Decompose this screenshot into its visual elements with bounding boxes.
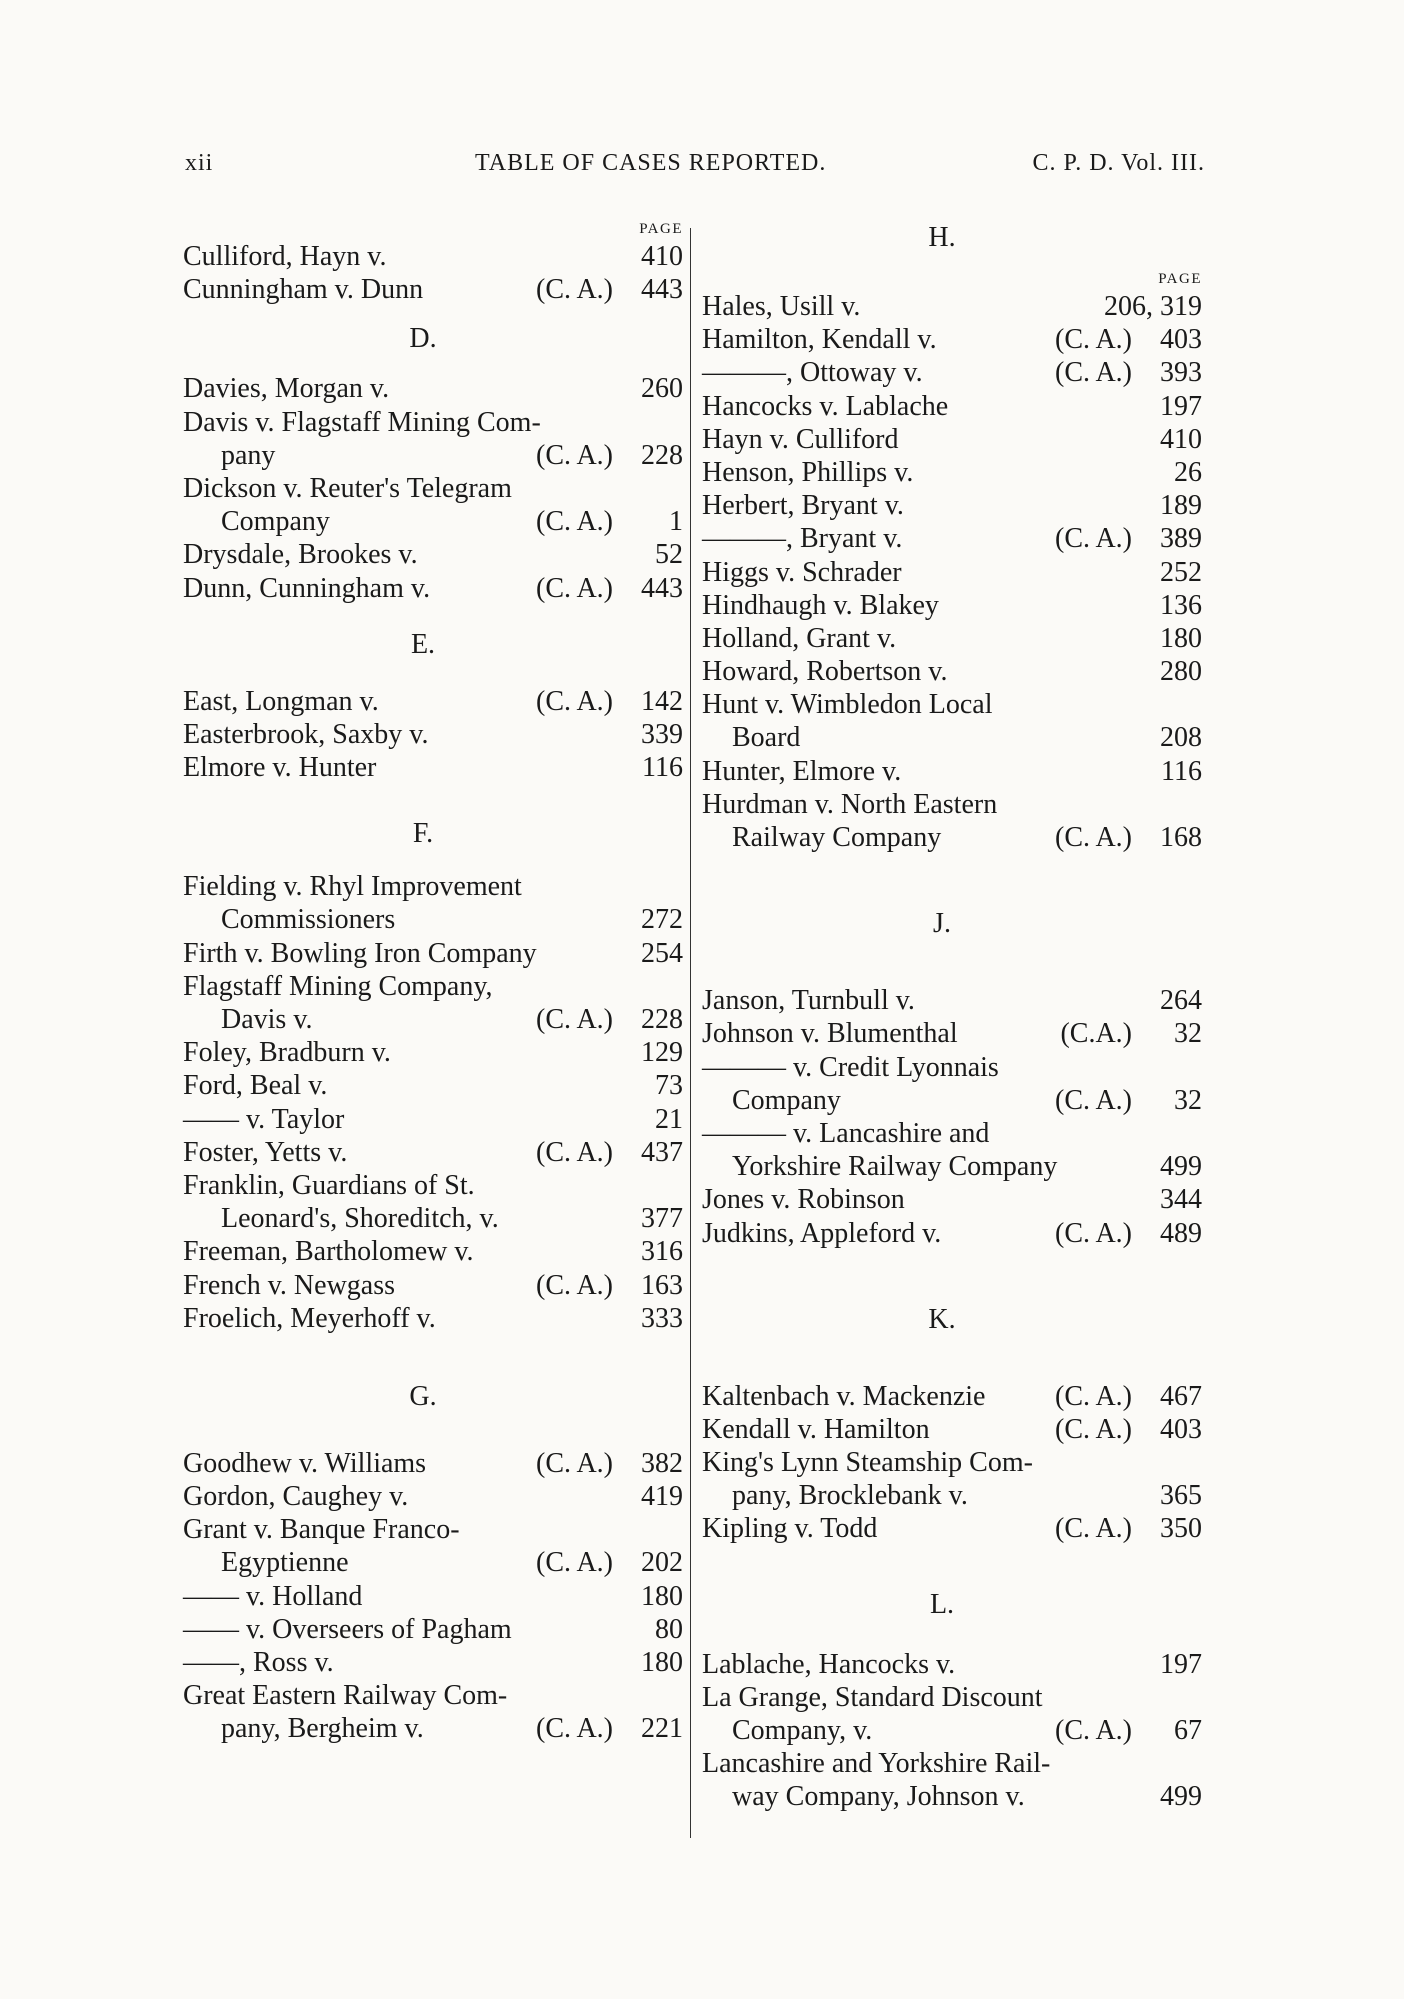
section-letter-f: F. <box>412 818 434 850</box>
court-of-appeal-mark: (C. A.) <box>536 572 613 604</box>
case-name: Freeman, Bartholomew v. <box>183 1236 474 1268</box>
case-entry <box>702 589 1202 622</box>
case-entry-line: Grant v. Banque Franco- <box>183 1514 460 1546</box>
case-entry-line: ——— v. Credit Lyonnais <box>702 1051 999 1083</box>
case-page: 443 <box>641 572 683 604</box>
case-entry <box>183 538 683 571</box>
section-letter-j: J. <box>933 908 951 940</box>
court-of-appeal-mark: (C. A.) <box>536 274 613 306</box>
case-entry <box>702 1017 1202 1050</box>
case-page: 208 <box>1160 722 1202 754</box>
court-of-appeal-mark: (C. A.) <box>1055 324 1132 356</box>
running-head <box>185 150 1205 190</box>
case-name: Kaltenbach v. Mackenzie <box>702 1380 986 1412</box>
case-entry <box>183 1103 683 1136</box>
case-page: 80 <box>655 1613 683 1645</box>
court-of-appeal-mark: (C.A.) <box>1060 1018 1132 1050</box>
court-of-appeal-mark: (C. A.) <box>536 685 613 717</box>
case-name: Culliford, Hayn v. <box>183 241 387 272</box>
case-name: —— v. Taylor <box>183 1103 345 1135</box>
case-name: Hancocks v. Lablache <box>702 390 949 422</box>
case-page: 67 <box>1174 1715 1202 1746</box>
court-of-appeal-mark: (C. A.) <box>536 1136 613 1168</box>
case-entry <box>183 1480 683 1513</box>
case-entry <box>702 423 1202 456</box>
case-entry <box>702 1150 1202 1183</box>
case-page: 264 <box>1160 985 1202 1017</box>
case-entry <box>702 1648 1202 1681</box>
volume-label: C. P. D. Vol. III. <box>1032 150 1205 176</box>
case-entry <box>702 1217 1202 1250</box>
case-name: Howard, Robertson v. <box>702 656 948 688</box>
case-entry <box>702 1780 1202 1813</box>
section-letter-d: D. <box>409 323 437 355</box>
case-name: Foley, Bradburn v. <box>183 1037 391 1069</box>
left-column <box>183 218 683 1746</box>
case-entry <box>702 1512 1202 1545</box>
case-name: Board <box>732 722 801 754</box>
case-name: Hamilton, Kendall v. <box>702 324 937 356</box>
case-page: 499 <box>1160 1151 1202 1183</box>
case-entry <box>183 572 683 605</box>
case-name: Drysdale, Brookes v. <box>183 539 418 571</box>
case-page: 129 <box>641 1037 683 1069</box>
case-entry-line: Franklin, Guardians of St. <box>183 1169 475 1201</box>
case-name: Foster, Yetts v. <box>183 1136 348 1168</box>
court-of-appeal-mark: (C. A.) <box>1055 1217 1132 1249</box>
case-entry <box>702 755 1202 788</box>
case-page: 260 <box>641 373 683 405</box>
case-page: 377 <box>641 1203 683 1235</box>
case-name: Company <box>221 506 330 538</box>
case-entry-line: Dickson v. Reuter's Telegram <box>183 472 512 504</box>
case-name: Egyptienne <box>221 1547 349 1579</box>
case-entry <box>702 655 1202 688</box>
case-page: 206, 319 <box>1104 291 1202 322</box>
case-entry <box>702 1084 1202 1117</box>
page-column-heading: PAGE <box>639 221 683 237</box>
case-page: 333 <box>641 1302 683 1334</box>
case-name: Higgs v. Schrader <box>702 556 902 588</box>
case-name: Lablache, Hancocks v. <box>702 1648 956 1680</box>
court-of-appeal-mark: (C. A.) <box>1055 1084 1132 1116</box>
case-entry <box>183 1447 683 1480</box>
case-page: 280 <box>1160 656 1202 688</box>
case-page: 437 <box>641 1136 683 1168</box>
case-page: 410 <box>641 241 683 272</box>
case-entry <box>702 356 1202 389</box>
case-page: 254 <box>641 937 683 969</box>
case-name: Hunter, Elmore v. <box>702 755 902 787</box>
case-entry <box>183 1136 683 1169</box>
case-entry <box>702 1479 1202 1512</box>
case-entry <box>183 1546 683 1579</box>
case-entry <box>702 290 1202 323</box>
case-name: Janson, Turnbull v. <box>702 985 915 1017</box>
case-name: Davies, Morgan v. <box>183 373 390 405</box>
court-of-appeal-mark: (C. A.) <box>536 1547 613 1579</box>
case-entry <box>702 489 1202 522</box>
case-name: —— v. Holland <box>183 1580 363 1612</box>
case-name: Hales, Usill v. <box>702 291 861 322</box>
case-entry <box>183 240 683 273</box>
section-letter-h: H. <box>928 222 956 253</box>
case-entry <box>183 1069 683 1102</box>
case-page: 316 <box>641 1236 683 1268</box>
case-entry <box>183 1580 683 1613</box>
case-entry <box>183 1235 683 1268</box>
case-entry <box>702 821 1202 854</box>
section-letter-e: E. <box>410 628 436 660</box>
case-name: Jones v. Robinson <box>702 1184 905 1216</box>
case-name: Kendall v. Hamilton <box>702 1413 930 1445</box>
case-name: pany, Bergheim v. <box>221 1713 424 1745</box>
case-name: Company, v. <box>732 1715 873 1746</box>
case-page: 382 <box>641 1447 683 1479</box>
case-page: 403 <box>1160 1413 1202 1445</box>
case-page: 202 <box>641 1547 683 1579</box>
case-name: Dunn, Cunningham v. <box>183 572 431 604</box>
case-name: Judkins, Appleford v. <box>702 1217 942 1249</box>
case-entry <box>183 751 683 784</box>
case-entry <box>702 1380 1202 1413</box>
case-page: 197 <box>1160 1648 1202 1680</box>
case-entry <box>183 1613 683 1646</box>
case-page: 365 <box>1160 1480 1202 1512</box>
case-page: 339 <box>641 718 683 750</box>
case-page: 116 <box>1161 755 1202 787</box>
case-name: Commissioners <box>221 904 396 936</box>
case-entry-line: Davis v. Flagstaff Mining Com- <box>183 406 541 438</box>
case-page: 228 <box>641 439 683 471</box>
case-page: 410 <box>1160 423 1202 455</box>
case-entry-line: Lancashire and Yorkshire Rail- <box>702 1748 1051 1780</box>
case-name: Railway Company <box>732 822 942 853</box>
case-entry <box>702 556 1202 589</box>
case-entry <box>183 372 683 405</box>
case-page: 403 <box>1160 324 1202 356</box>
case-page: 344 <box>1160 1184 1202 1216</box>
case-page: 32 <box>1174 1084 1202 1116</box>
case-name: —— v. Overseers of Pagham <box>183 1613 512 1645</box>
case-page: 350 <box>1160 1513 1202 1545</box>
case-name: Yorkshire Railway Company <box>732 1151 1058 1183</box>
case-name: Elmore v. Hunter <box>183 752 377 784</box>
case-name: ———, Bryant v. <box>702 523 903 555</box>
case-entry <box>183 505 683 538</box>
right-column <box>702 218 1202 1814</box>
case-entry <box>183 1646 683 1679</box>
case-page: 221 <box>641 1713 683 1745</box>
case-entry <box>183 903 683 936</box>
case-page: 73 <box>655 1070 683 1102</box>
court-of-appeal-mark: (C. A.) <box>1055 1380 1132 1412</box>
case-page: 443 <box>641 274 683 306</box>
case-page: 52 <box>655 539 683 571</box>
case-entry-line: King's Lynn Steamship Com- <box>702 1447 1033 1479</box>
case-name: Gordon, Caughey v. <box>183 1481 409 1513</box>
case-name: Kipling v. Todd <box>702 1513 878 1545</box>
case-page: 180 <box>641 1580 683 1612</box>
case-name: Ford, Beal v. <box>183 1070 328 1102</box>
case-name: Hindhaugh v. Blakey <box>702 589 939 621</box>
case-name: Easterbrook, Saxby v. <box>183 718 429 750</box>
case-name: Hayn v. Culliford <box>702 423 899 455</box>
case-name: French v. Newgass <box>183 1269 396 1301</box>
case-entry-line: La Grange, Standard Discount <box>702 1681 1043 1713</box>
case-entry <box>702 456 1202 489</box>
case-entry <box>702 390 1202 423</box>
case-page: 228 <box>641 1004 683 1035</box>
case-entry-line: Fielding v. Rhyl Improvement <box>183 871 522 903</box>
case-entry <box>183 1712 683 1745</box>
case-page: 389 <box>1160 523 1202 555</box>
court-of-appeal-mark: (C. A.) <box>1055 822 1132 853</box>
case-page: 168 <box>1160 822 1202 853</box>
section-letter-k: K. <box>928 1303 956 1335</box>
court-of-appeal-mark: (C. A.) <box>1055 523 1132 555</box>
case-name: East, Longman v. <box>183 685 379 717</box>
case-name: Leonard's, Shoreditch, v. <box>221 1203 499 1235</box>
case-name: ———, Ottoway v. <box>702 357 923 389</box>
court-of-appeal-mark: (C. A.) <box>1055 1715 1132 1746</box>
case-name: pany <box>221 439 276 471</box>
case-name: Johnson v. Blumenthal <box>702 1018 958 1050</box>
case-name: pany, Brocklebank v. <box>732 1480 968 1512</box>
case-name: Company <box>732 1084 841 1116</box>
case-page: 489 <box>1160 1217 1202 1249</box>
case-entry-line: Hurdman v. North Eastern <box>702 788 998 820</box>
case-entry <box>183 1003 683 1036</box>
case-page: 32 <box>1174 1018 1202 1050</box>
case-name: Goodhew v. Williams <box>183 1447 427 1479</box>
case-page: 1 <box>669 506 683 538</box>
case-page: 467 <box>1160 1380 1202 1412</box>
court-of-appeal-mark: (C. A.) <box>1055 357 1132 389</box>
case-entry <box>702 721 1202 754</box>
case-page: 136 <box>1160 589 1202 621</box>
case-entry <box>702 1714 1202 1747</box>
court-of-appeal-mark: (C. A.) <box>536 439 613 471</box>
case-page: 142 <box>641 685 683 717</box>
case-page: 26 <box>1174 456 1202 488</box>
case-name: way Company, Johnson v. <box>732 1781 1025 1813</box>
case-entry <box>702 1413 1202 1446</box>
case-entry-line: Hunt v. Wimbledon Local <box>702 689 993 721</box>
case-entry <box>702 522 1202 555</box>
court-of-appeal-mark: (C. A.) <box>536 1713 613 1745</box>
case-entry <box>183 1202 683 1235</box>
case-entry-line: ——— v. Lancashire and <box>702 1117 990 1149</box>
case-entry <box>183 1269 683 1302</box>
case-page: 197 <box>1160 390 1202 422</box>
case-entry <box>702 622 1202 655</box>
case-page: 180 <box>641 1647 683 1678</box>
section-letter-l: L. <box>929 1588 955 1620</box>
case-page: 116 <box>642 752 683 784</box>
case-page: 252 <box>1160 556 1202 588</box>
court-of-appeal-mark: (C. A.) <box>536 1269 613 1301</box>
case-entry <box>183 439 683 472</box>
case-page: 180 <box>1160 622 1202 654</box>
case-entry-line: Great Eastern Railway Com- <box>183 1680 508 1712</box>
case-name: ——, Ross v. <box>183 1647 334 1678</box>
section-letter-g: G. <box>409 1380 437 1412</box>
case-page: 393 <box>1160 357 1202 389</box>
case-name: Henson, Phillips v. <box>702 456 914 488</box>
court-of-appeal-mark: (C. A.) <box>1055 1513 1132 1545</box>
page-title: TABLE OF CASES REPORTED. <box>475 150 827 176</box>
case-entry <box>183 718 683 751</box>
case-entry-line: Flagstaff Mining Company, <box>183 970 493 1002</box>
case-name: Froelich, Meyerhoff v. <box>183 1302 436 1334</box>
case-entry <box>183 937 683 970</box>
page-column-heading: PAGE <box>1158 271 1202 287</box>
case-entry <box>183 1302 683 1335</box>
court-of-appeal-mark: (C. A.) <box>536 1447 613 1479</box>
case-page: 163 <box>641 1269 683 1301</box>
case-entry <box>702 323 1202 356</box>
court-of-appeal-mark: (C. A.) <box>536 1004 613 1035</box>
case-name: Herbert, Bryant v. <box>702 490 904 522</box>
case-entry <box>183 1036 683 1069</box>
case-entry <box>702 984 1202 1017</box>
case-page: 189 <box>1160 490 1202 522</box>
case-entry <box>183 685 683 718</box>
case-name: Cunningham v. Dunn <box>183 274 424 306</box>
case-page: 21 <box>655 1103 683 1135</box>
column-divider <box>690 228 691 1838</box>
court-of-appeal-mark: (C. A.) <box>1055 1413 1132 1445</box>
page-number: xii <box>185 150 214 176</box>
case-name: Firth v. Bowling Iron Company <box>183 937 537 969</box>
case-entry <box>183 273 683 306</box>
case-page: 272 <box>641 904 683 936</box>
court-of-appeal-mark: (C. A.) <box>536 506 613 538</box>
case-entry <box>702 1183 1202 1216</box>
case-page: 499 <box>1160 1781 1202 1813</box>
case-name: Holland, Grant v. <box>702 622 897 654</box>
case-page: 419 <box>641 1481 683 1513</box>
case-name: Davis v. <box>221 1004 313 1035</box>
